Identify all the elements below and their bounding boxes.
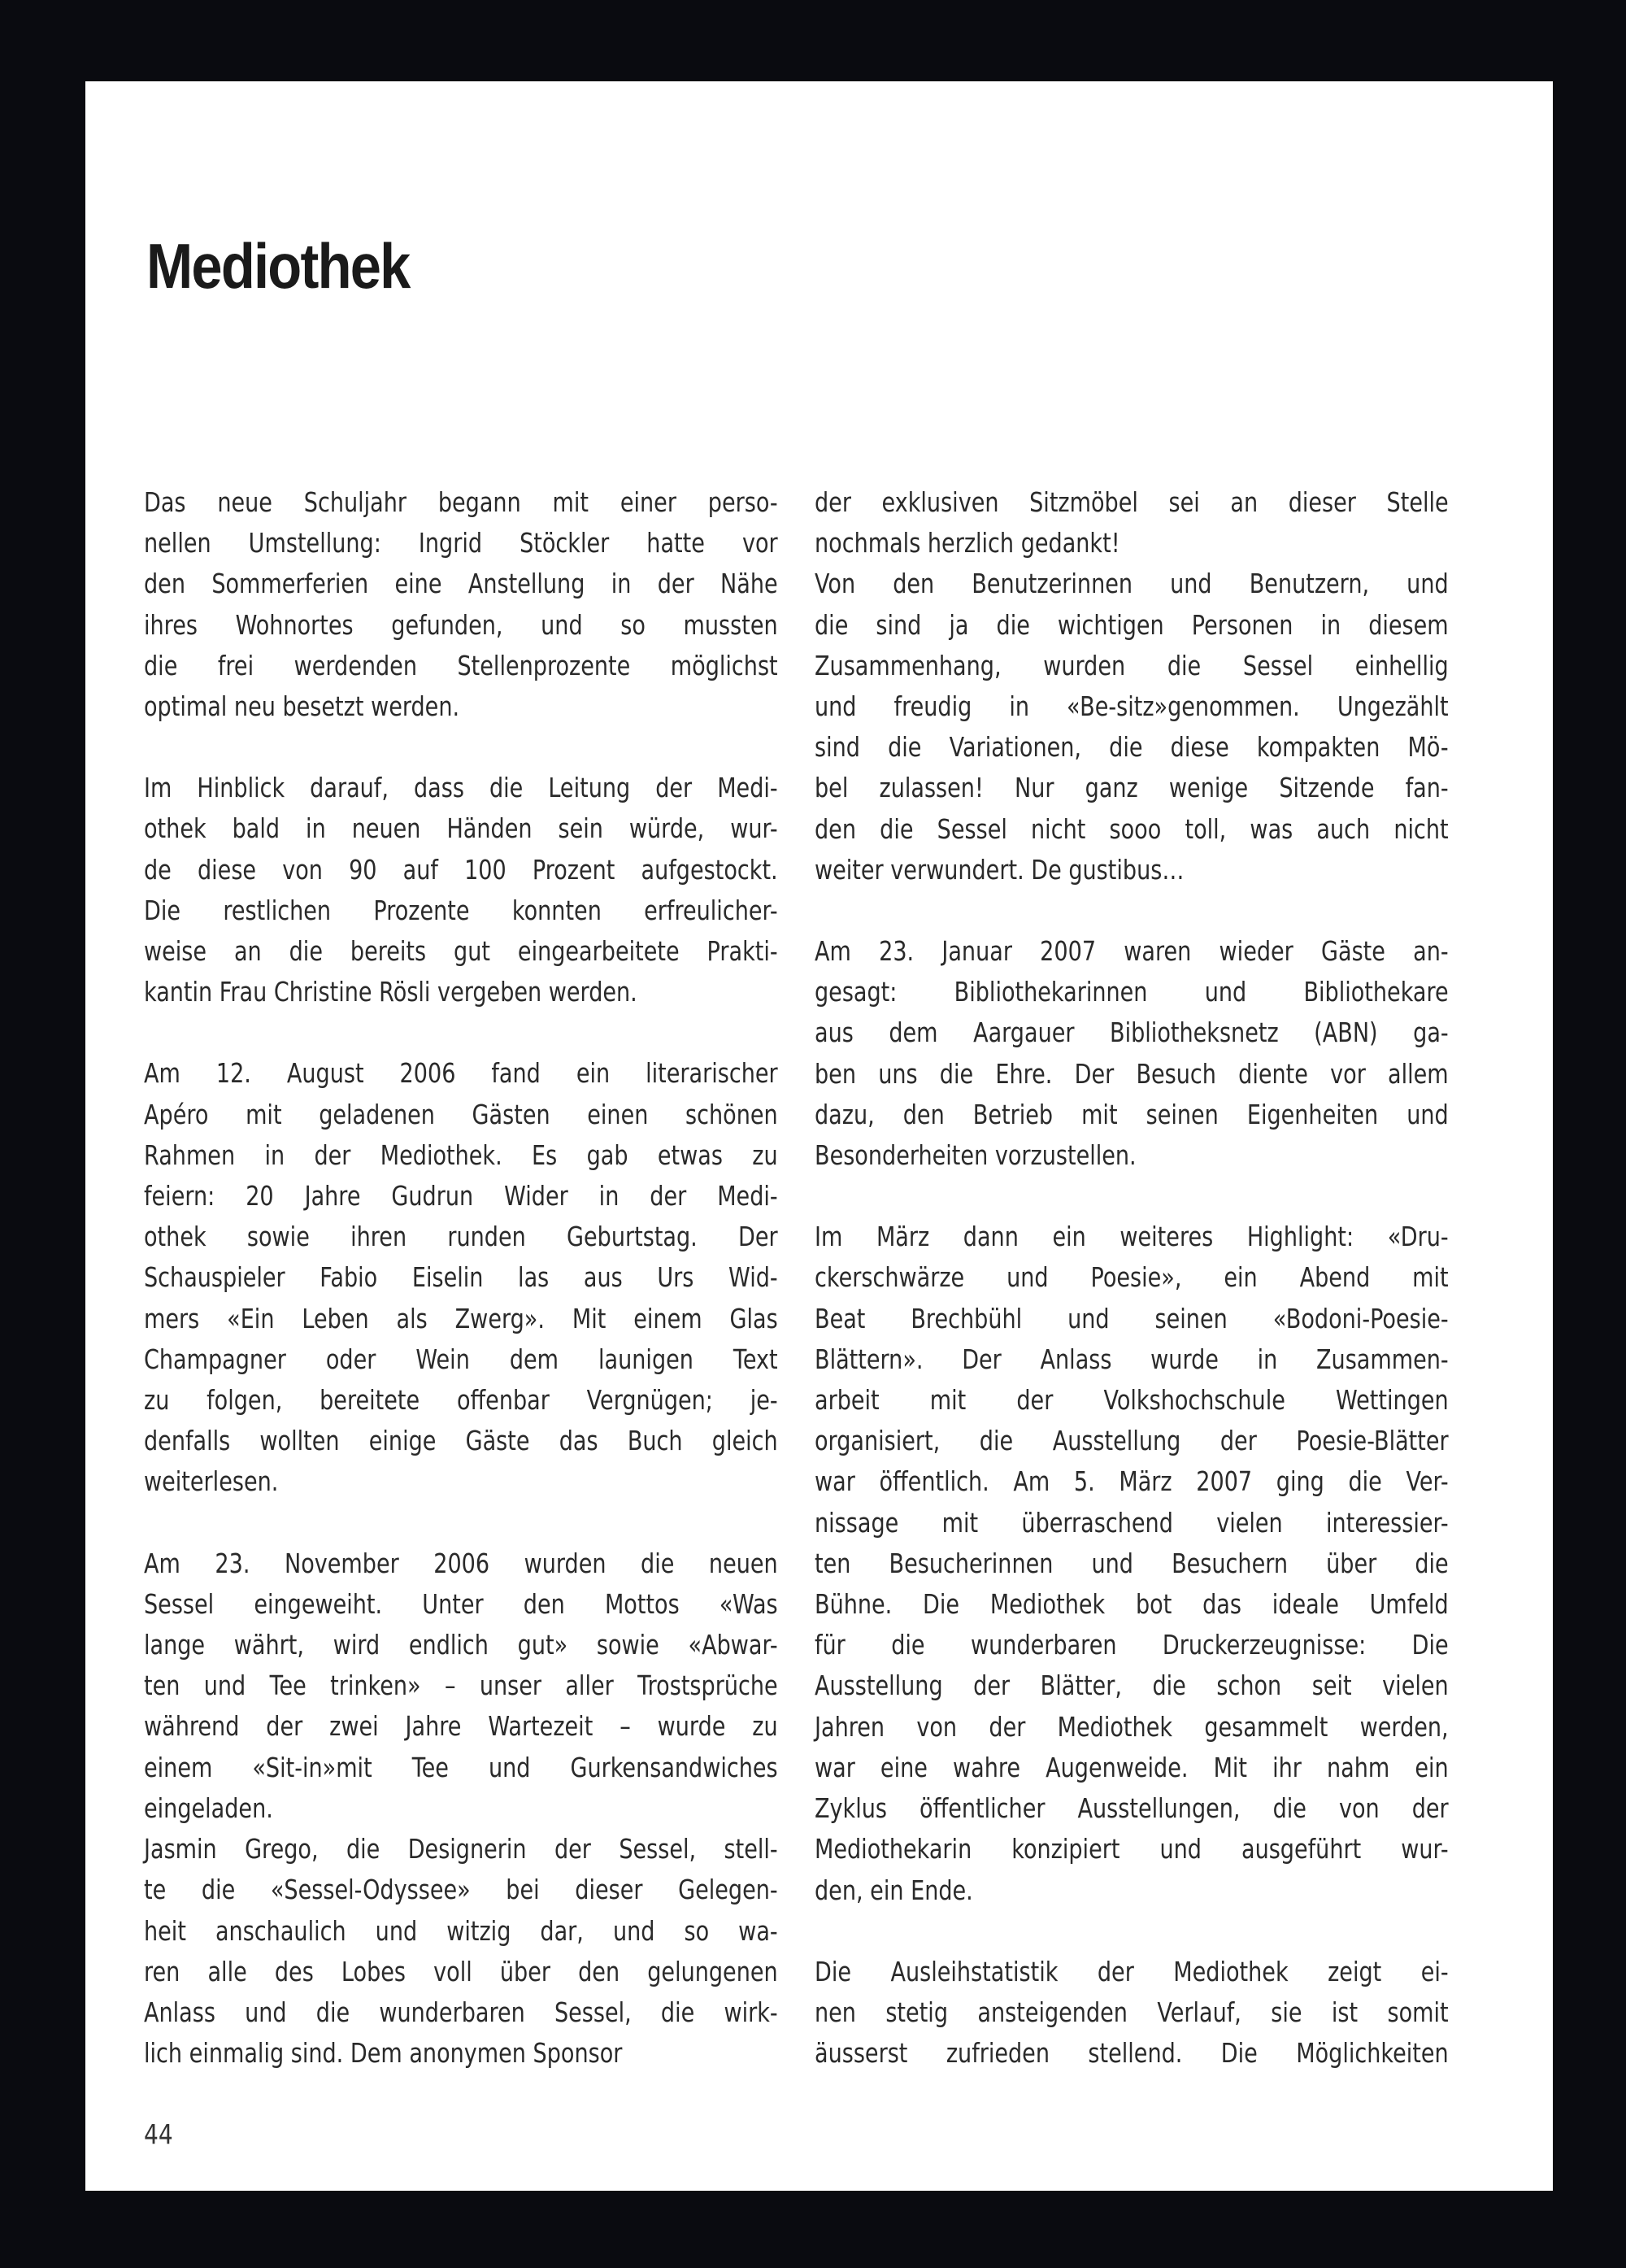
text-line: den die Sessel nicht sooo toll, was auch nicht: [815, 812, 1449, 845]
text-line: de diese von 90 auf 100 Prozent aufgestockt.: [144, 853, 778, 886]
text-line: war eine wahre Augenweide. Mit ihr nahm ein: [815, 1751, 1449, 1783]
text-line: den Sommerferien eine Anstellung in der Nähe: [144, 568, 778, 600]
text-line: für die wunderbaren Druckerzeugnisse: Die: [815, 1629, 1449, 1661]
text-line: lange währt, wird endlich gut» sowie «Abwar-: [144, 1629, 778, 1661]
text-line: Jasmin Grego, die Designerin der Sessel, stell-: [144, 1833, 778, 1865]
text-line: weiterlesen.: [144, 1465, 279, 1498]
paragraph: [815, 1952, 1449, 2074]
text-line: der exklusiven Sitzmöbel sei an dieser Stelle: [815, 486, 1449, 518]
text-line: othek sowie ihren runden Geburtstag. Der: [144, 1221, 778, 1253]
text-line: Im März dann ein weiteres Highlight: «Dru-: [815, 1221, 1449, 1253]
text-line: aus dem Aargauer Bibliotheksnetz (ABN) ga-: [815, 1016, 1449, 1049]
document-page: [85, 81, 1553, 2191]
text-line: nissage mit überraschend vielen interessier-: [815, 1506, 1449, 1539]
page-number: 44: [144, 2118, 173, 2150]
text-line: und freudig in «Be-sitz»genommen. Ungezählt: [815, 690, 1449, 723]
text-line: lich einmalig sind. Dem anonymen Sponsor: [144, 2037, 623, 2070]
text-line: Besonderheiten vorzustellen.: [815, 1139, 1137, 1172]
text-line: ihres Wohnortes gefunden, und so mussten: [144, 608, 778, 641]
text-line: die sind ja die wichtigen Personen in diesem: [815, 608, 1449, 641]
text-line: zu folgen, bereitete offenbar Vergnügen; je-: [144, 1384, 778, 1417]
paragraph: [815, 482, 1449, 564]
text-line: ckerschwärze und Poesie», ein Abend mit: [815, 1261, 1449, 1294]
text-line: Von den Benutzerinnen und Benutzern, und: [815, 568, 1449, 600]
text-line: ten und Tee trinken» – unser aller Trostsprüche: [144, 1669, 778, 1702]
right-column: [815, 482, 1449, 2074]
text-line: Anlass und die wunderbaren Sessel, die wirk-: [144, 1996, 778, 2028]
text-line: Zusammenhang, wurden die Sessel einhellig: [815, 649, 1449, 681]
text-line: während der zwei Jahre Wartezeit – wurde zu: [144, 1710, 778, 1743]
text-line: Apéro mit geladenen Gästen einen schönen: [144, 1098, 778, 1130]
text-line: Das neue Schuljahr begann mit einer perso-: [144, 486, 778, 518]
paragraph: [144, 1543, 778, 1829]
text-line: ren alle des Lobes voll über den gelungenen: [144, 1955, 778, 1987]
paragraph-gap: [144, 727, 778, 768]
text-line: organisiert, die Ausstellung der Poesie-Blätter: [815, 1425, 1449, 1457]
paragraph: [144, 1829, 778, 2074]
text-line: Blättern». Der Anlass wurde in Zusammen-: [815, 1343, 1449, 1375]
text-line: Am 23. Januar 2007 waren wieder Gäste an-: [815, 935, 1449, 968]
text-line: sind die Variationen, die diese kompakten Mö-: [815, 731, 1449, 764]
text-line: Die restlichen Prozente konnten erfreulicher-: [144, 894, 778, 926]
text-line: Jahren von der Mediothek gesammelt werden,: [815, 1710, 1449, 1743]
text-line: Rahmen in der Mediothek. Es gab etwas zu: [144, 1138, 778, 1171]
text-line: ben uns die Ehre. Der Besuch diente vor allem: [815, 1057, 1449, 1090]
text-line: Zyklus öffentlicher Ausstellungen, die von der: [815, 1792, 1449, 1825]
text-line: heit anschaulich und witzig dar, und so wa-: [144, 1914, 778, 1947]
paragraph-gap: [815, 1176, 1449, 1217]
paragraph-gap: [144, 1503, 778, 1543]
text-line: arbeit mit der Volkshochschule Wettingen: [815, 1384, 1449, 1417]
left-column: [144, 482, 778, 2074]
text-line: Ausstellung der Blätter, die schon seit vielen: [815, 1669, 1449, 1702]
page-title: Mediothek: [146, 230, 410, 302]
text-line: kantin Frau Christine Rösli vergeben werden.: [144, 976, 637, 1008]
text-line: denfalls wollten einige Gäste das Buch gleich: [144, 1425, 778, 1457]
paragraph: [144, 482, 778, 727]
text-line: nellen Umstellung: Ingrid Stöckler hatte vor: [144, 527, 778, 559]
paragraph-gap: [815, 890, 1449, 931]
text-line: Champagner oder Wein dem launigen Text: [144, 1343, 778, 1375]
paragraph-gap: [144, 1012, 778, 1053]
text-line: Mediothekarin konzipiert und ausgeführt wur-: [815, 1833, 1449, 1865]
text-line: den, ein Ende.: [815, 1874, 973, 1906]
text-line: dazu, den Betrieb mit seinen Eigenheiten und: [815, 1098, 1449, 1130]
text-line: einem «Sit-in»mit Tee und Gurkensandwiches: [144, 1751, 778, 1783]
text-line: nochmals herzlich gedankt!: [815, 527, 1120, 559]
text-line: ten Besucherinnen und Besuchern über die: [815, 1547, 1449, 1579]
paragraph: [815, 931, 1449, 1176]
paragraph: [144, 768, 778, 1012]
text-line: Im Hinblick darauf, dass die Leitung der Medi-: [144, 772, 778, 804]
text-line: war öffentlich. Am 5. März 2007 ging die Ver-: [815, 1465, 1449, 1498]
text-line: bel zulassen! Nur ganz wenige Sitzende fan-: [815, 772, 1449, 804]
text-line: gesagt: Bibliothekarinnen und Bibliothekare: [815, 976, 1449, 1008]
text-line: nen stetig ansteigenden Verlauf, sie ist somit: [815, 1996, 1449, 2028]
text-line: äusserst zufrieden stellend. Die Möglichkeiten: [815, 2037, 1449, 2070]
text-line: Am 12. August 2006 fand ein literarischer: [144, 1057, 778, 1090]
text-line: mers «Ein Leben als Zwerg». Mit einem Glas: [144, 1302, 778, 1334]
paragraph: [815, 1217, 1449, 1910]
text-line: Beat Brechbühl und seinen «Bodoni-Poesie-: [815, 1302, 1449, 1334]
paragraph-gap: [815, 1911, 1449, 1952]
text-line: Die Ausleihstatistik der Mediothek zeigt ei-: [815, 1955, 1449, 1987]
text-line: weiter verwundert. De gustibus…: [815, 853, 1185, 886]
text-line: feiern: 20 Jahre Gudrun Wider in der Medi-: [144, 1180, 778, 1212]
text-line: Sessel eingeweiht. Unter den Mottos «Was: [144, 1587, 778, 1620]
text-line: optimal neu besetzt werden.: [144, 690, 460, 723]
text-line: othek bald in neuen Händen sein würde, wur-: [144, 812, 778, 845]
text-line: die frei werdenden Stellenprozente möglichst: [144, 649, 778, 681]
text-line: weise an die bereits gut eingearbeitete Prakti-: [144, 935, 778, 968]
text-line: Am 23. November 2006 wurden die neuen: [144, 1547, 778, 1579]
text-line: eingeladen.: [144, 1791, 273, 1824]
text-line: te die «Sessel-Odyssee» bei dieser Gelegen-: [144, 1874, 778, 1906]
paragraph: [815, 564, 1449, 890]
text-line: Bühne. Die Mediothek bot das ideale Umfeld: [815, 1588, 1449, 1621]
paragraph: [144, 1053, 778, 1502]
text-line: Schauspieler Fabio Eiselin las aus Urs Wid-: [144, 1261, 778, 1294]
